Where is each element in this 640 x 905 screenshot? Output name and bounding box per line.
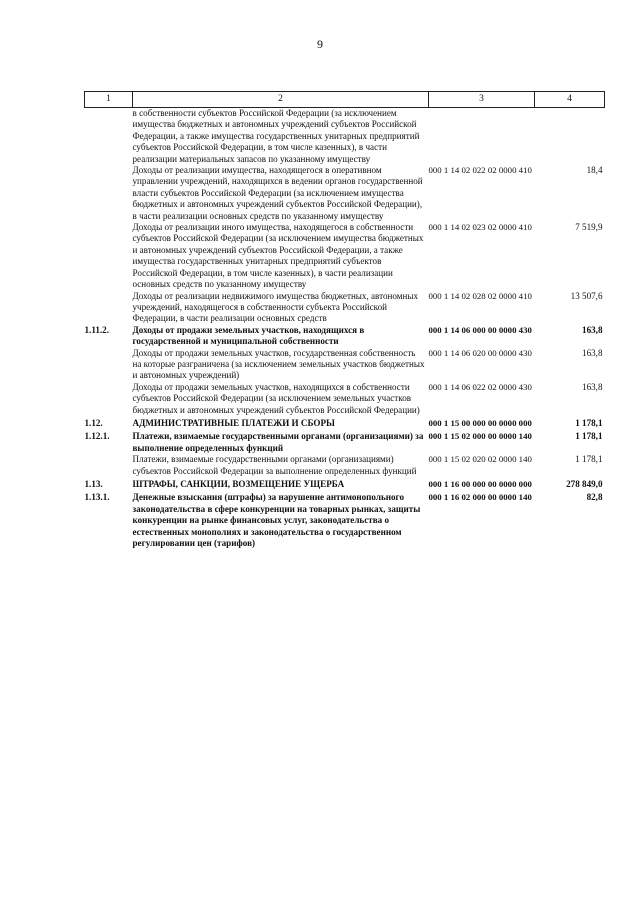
row-amount: 13 507,6 [570,290,603,301]
table-row [85,454,605,477]
row-section-number: 1.13. [84,479,103,489]
row-description: АДМИНИСТРАТИВНЫЕ ПЛАТЕЖИ И СБОРЫ [132,417,335,428]
row-amount: 1 178,1 [575,431,603,442]
table-row [85,222,605,290]
table-row [85,416,605,429]
row-budget-code [429,108,535,166]
row-budget-code: 000 1 15 00 000 00 0000 000 [428,417,532,428]
row-description: Доходы от продажи земельных участков, государственная собственность на которые разграничена (за исключением земельных участков бюджетных и автономных учреждений) [132,347,425,381]
row-amount: 82,8 [586,492,603,503]
column-header-3: 3 [429,92,535,108]
row-amount: 278 849,0 [566,479,603,489]
row-description: Доходы от продажи земельных участков, находящихся в государственной и муниципальной собственности [132,324,365,347]
column-header-1: 1 [85,92,133,108]
row-section-number: 1.12.1. [84,431,110,442]
table-row [85,325,605,348]
table-row [85,429,605,454]
row-amount: 18,4 [586,165,603,176]
row-amount [535,108,605,166]
row-description: Платежи, взимаемые государственными органами (организациями) за выполнение определенных функций [132,431,424,453]
row-section-number [85,222,133,290]
row-section-number [85,291,133,325]
row-section-number: 1.12. [84,417,103,428]
row-section-number [85,382,133,416]
row-budget-code: 000 1 14 02 022 02 0000 410 [428,165,532,176]
row-description: Доходы от реализации иного имущества, находящегося в собственности субъектов Российской Федерации (за исключением имущества бюджетных и автономных учреждений субъектов Российской Федерации, а также имущества государственных унитарных предприятий субъектов Российской Федерации, в том числе казенных), в части реализации основных средств по указанному имуществу [132,222,424,290]
row-budget-code: 000 1 14 06 000 00 0000 430 [428,324,532,335]
table-row [85,490,605,549]
row-amount: 163,8 [582,347,603,358]
row-budget-code: 000 1 16 02 000 00 0000 140 [428,492,532,503]
row-budget-code: 000 1 16 00 000 00 0000 000 [428,479,532,489]
row-section-number [85,348,133,382]
row-budget-code: 000 1 15 02 020 02 0000 140 [428,454,532,465]
row-amount: 163,8 [582,324,603,335]
row-description: Доходы от реализации недвижимого имущества бюджетных, автономных учреждений, находящегося в собственности субъекта Российской Федерации, в части реализации основных средств [132,290,419,324]
table-row [85,291,605,325]
row-budget-code: 000 1 15 02 000 00 0000 140 [428,431,532,442]
table-row [85,477,605,490]
row-section-number: 1.11.2. [84,324,110,335]
page-number: 9 [317,37,323,51]
row-amount: 1 178,1 [575,454,603,465]
row-section-number: 1.13.1. [84,492,110,503]
table-body [85,108,605,550]
row-amount: 163,8 [582,381,603,392]
row-budget-code: 000 1 14 06 020 00 0000 430 [428,347,532,358]
row-description: Доходы от реализации имущества, находящегося в оперативном управлении учреждений, находящихся в ведении органов государственной власти субъектов Российской Федерации (за исключением имущества бюджетных и автономных учреждений субъектов Российской Федерации), в части реализации основных средств по указанному имуществу [132,165,423,221]
row-description: ШТРАФЫ, САНКЦИИ, ВОЗМЕЩЕНИЕ УЩЕРБА [132,479,345,489]
row-description: Денежные взыскания (штрафы) за нарушение антимонопольного законодательства в сфере конкуренции на товарных рынках, защиты конкуренции на рынке финансовых услуг, законодательства о естественных монополиях и законодательства о государственном регулировании цен (тарифов) [132,492,421,549]
table-header-row [85,92,605,108]
row-description: в собственности субъектов Российской Федерации (за исключением имущества бюджетных и автономных учреждений субъектов Российской Федерации, а также имущества государственных унитарных предприятий субъектов Российской Федерации, в том числе казенных), в части реализации материальных запасов по указанному имуществу [132,108,420,164]
revenue-table [84,91,605,549]
row-amount: 7 519,9 [575,222,603,233]
column-header-2: 2 [133,92,429,108]
row-description: Доходы от продажи земельных участков, находящихся в собственности субъектов Российской Федерации (за исключением земельных участков бюджетных и автономных учреждений субъектов Российской Федерации) [132,381,420,415]
row-description: Платежи, взимаемые государственными органами (организациями) субъектов Российской Федерации за выполнение определенных функций [132,454,417,476]
row-budget-code: 000 1 14 06 022 02 0000 430 [428,381,532,392]
table-row [85,348,605,382]
row-section-number [85,165,133,222]
column-header-4: 4 [535,92,605,108]
row-amount: 1 178,1 [575,417,603,428]
table-row [85,108,605,166]
row-budget-code: 000 1 14 02 028 02 0000 410 [428,290,532,301]
row-budget-code: 000 1 14 02 023 02 0000 410 [428,222,532,233]
row-section-number [85,108,133,166]
table-row [85,165,605,222]
row-section-number [85,454,133,477]
table-row [85,382,605,416]
